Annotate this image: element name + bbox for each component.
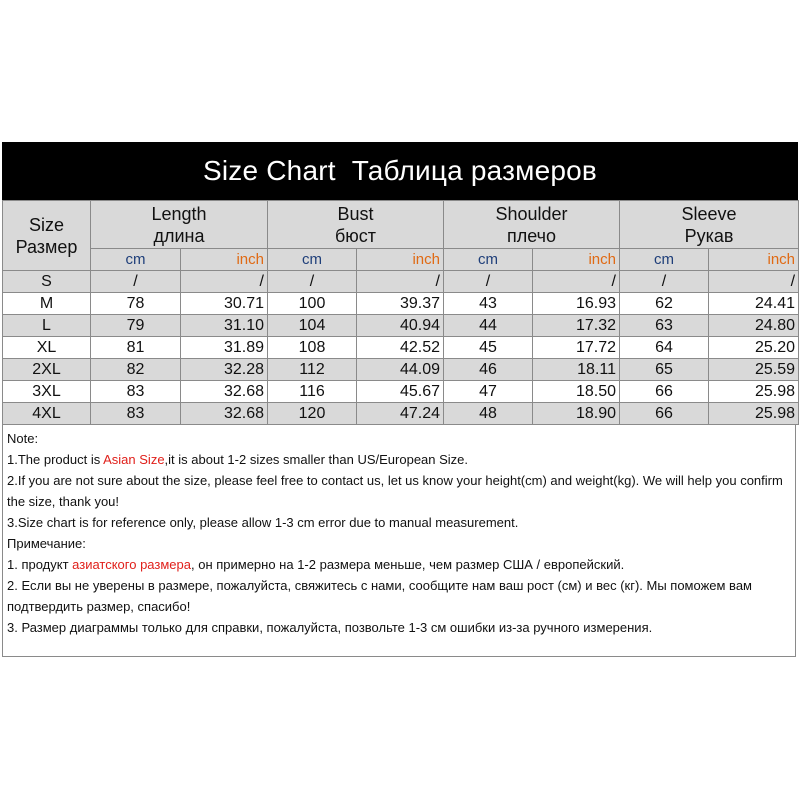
note-text: ,it is about 1-2 sizes smaller than US/European Size. — [164, 452, 469, 467]
inch-value: 25.98 — [709, 381, 799, 403]
inch-value: 16.93 — [533, 293, 620, 315]
size-label: 3XL — [3, 381, 91, 403]
note-text: 1. продукт — [7, 557, 73, 572]
size-label: XL — [3, 337, 91, 359]
inch-value: 40.94 — [357, 315, 444, 337]
cm-value: 48 — [444, 403, 533, 425]
note-ru-3: 3. Размер диаграммы только для справки, пожалуйста, позвольте 1-3 см ошибки из-за ручного измерения. — [7, 620, 653, 635]
cm-value: 112 — [268, 359, 357, 381]
unit-inch: inch — [709, 249, 799, 271]
inch-value: 25.59 — [709, 359, 799, 381]
header-size-en: Size — [28, 214, 64, 235]
note-heading-en: Note: — [7, 431, 39, 446]
cm-value: 100 — [268, 293, 357, 315]
size-label: 2XL — [3, 359, 91, 381]
table-row — [3, 337, 799, 359]
size-table — [2, 200, 799, 425]
size-label: S — [3, 271, 91, 293]
units-row — [3, 249, 799, 271]
cm-value: 104 — [268, 315, 357, 337]
cm-value: 47 — [444, 381, 533, 403]
inch-value: 25.98 — [709, 403, 799, 425]
note-en-2: 2.If you are not sure about the size, please feel free to contact us, let us know your height(cm) and weight(kg). We will help you confirm the size, thank you! — [7, 473, 783, 509]
note-ru-1 — [7, 554, 791, 575]
cm-value: 66 — [620, 403, 709, 425]
header-row — [3, 201, 799, 249]
inch-value: 31.10 — [181, 315, 268, 337]
size-label: M — [3, 293, 91, 315]
inch-value: 18.90 — [533, 403, 620, 425]
unit-cm: cm — [91, 249, 181, 271]
header-length — [91, 201, 268, 249]
header-bust — [268, 201, 444, 249]
cm-value: 82 — [91, 359, 181, 381]
inch-value: 39.37 — [357, 293, 444, 315]
size-rows — [3, 271, 799, 425]
inch-value: 32.68 — [181, 403, 268, 425]
inch-value: 45.67 — [357, 381, 444, 403]
cm-value: 65 — [620, 359, 709, 381]
cm-value: 81 — [91, 337, 181, 359]
table-row — [3, 359, 799, 381]
header-bust-ru: бюст — [334, 225, 377, 246]
note-ru-2: 2. Если вы не уверены в размере, пожалуйста, свяжитесь с нами, сообщите нам ваш рост (см) и вес (кг). Мы поможем вам подтвердить размер, спасибо! — [7, 578, 752, 614]
cm-value: 83 — [91, 403, 181, 425]
inch-value: 30.71 — [181, 293, 268, 315]
inch-value: 44.09 — [357, 359, 444, 381]
header-shoulder-en: Shoulder — [495, 203, 568, 224]
table-row — [3, 403, 799, 425]
cm-value: 116 — [268, 381, 357, 403]
cm-value: / — [444, 271, 533, 293]
unit-inch: inch — [181, 249, 268, 271]
header-size-ru: Размер — [15, 236, 78, 257]
header-length-ru: длина — [153, 225, 205, 246]
table-row — [3, 381, 799, 403]
unit-cm: cm — [444, 249, 533, 271]
cm-value: 62 — [620, 293, 709, 315]
notes-box — [2, 425, 796, 657]
cm-value: 78 — [91, 293, 181, 315]
cm-value: 108 — [268, 337, 357, 359]
inch-value: / — [357, 271, 444, 293]
note-en-1 — [7, 449, 791, 470]
inch-value: 18.11 — [533, 359, 620, 381]
cm-value: 45 — [444, 337, 533, 359]
cm-value: / — [268, 271, 357, 293]
unit-cm: cm — [620, 249, 709, 271]
header-length-en: Length — [151, 203, 207, 224]
inch-value: 31.89 — [181, 337, 268, 359]
cm-value: / — [91, 271, 181, 293]
note-heading-ru: Примечание: — [7, 536, 86, 551]
chart-title: Size Chart Таблица размеров — [2, 142, 798, 200]
inch-value: 32.28 — [181, 359, 268, 381]
table-row — [3, 293, 799, 315]
cm-value: 66 — [620, 381, 709, 403]
note-highlight: Asian Size — [103, 452, 165, 467]
inch-value: 25.20 — [709, 337, 799, 359]
cm-value: 46 — [444, 359, 533, 381]
cm-value: / — [620, 271, 709, 293]
cm-value: 83 — [91, 381, 181, 403]
cm-value: 120 — [268, 403, 357, 425]
inch-value: 42.52 — [357, 337, 444, 359]
inch-value: 47.24 — [357, 403, 444, 425]
unit-inch: inch — [533, 249, 620, 271]
header-shoulder — [444, 201, 620, 249]
inch-value: 24.41 — [709, 293, 799, 315]
cm-value: 63 — [620, 315, 709, 337]
inch-value: / — [709, 271, 799, 293]
size-label: 4XL — [3, 403, 91, 425]
note-en-3: 3.Size chart is for reference only, please allow 1-3 cm error due to manual measurement. — [7, 515, 519, 530]
unit-inch: inch — [357, 249, 444, 271]
header-sleeve-ru: Рукав — [684, 225, 734, 246]
note-text: 1.The product is — [7, 452, 104, 467]
inch-value: 17.32 — [533, 315, 620, 337]
header-sleeve-en: Sleeve — [681, 203, 737, 224]
cm-value: 64 — [620, 337, 709, 359]
table-row — [3, 315, 799, 337]
inch-value: 24.80 — [709, 315, 799, 337]
note-highlight: азиатского размера — [72, 557, 191, 572]
inch-value: 17.72 — [533, 337, 620, 359]
header-bust-en: Bust — [337, 203, 374, 224]
table-row — [3, 271, 799, 293]
cm-value: 44 — [444, 315, 533, 337]
cm-value: 79 — [91, 315, 181, 337]
header-sleeve — [620, 201, 799, 249]
unit-cm: cm — [268, 249, 357, 271]
size-label: L — [3, 315, 91, 337]
header-shoulder-ru: плечо — [506, 225, 557, 246]
inch-value: 18.50 — [533, 381, 620, 403]
inch-value: / — [181, 271, 268, 293]
header-size — [3, 201, 91, 271]
note-text: , он примерно на 1-2 размера меньше, чем размер США / европейский. — [190, 557, 625, 572]
size-chart — [2, 142, 798, 657]
inch-value: 32.68 — [181, 381, 268, 403]
cm-value: 43 — [444, 293, 533, 315]
inch-value: / — [533, 271, 620, 293]
